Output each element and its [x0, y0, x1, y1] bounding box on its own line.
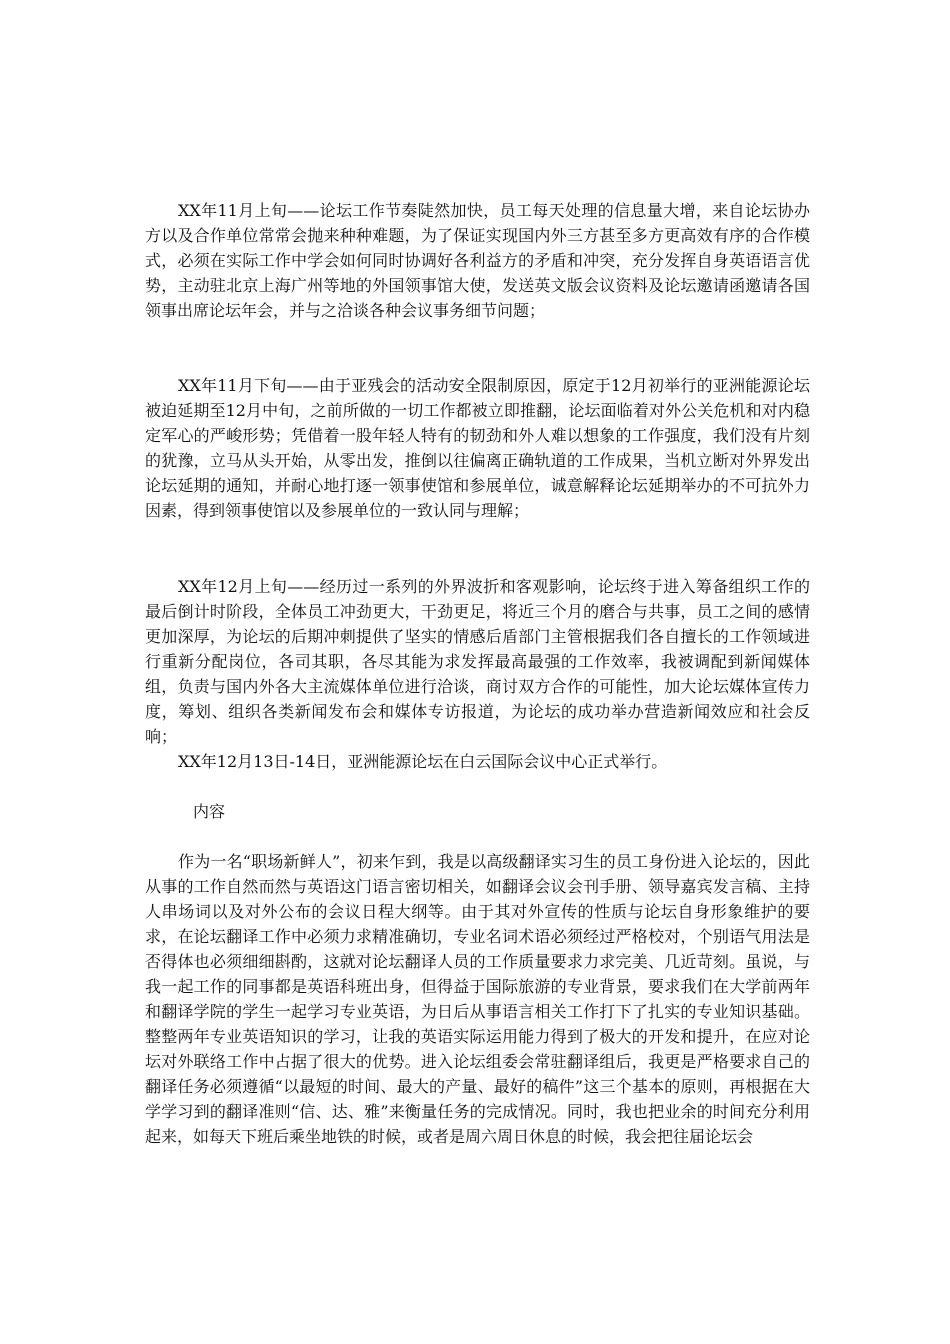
paragraph-december-early: XX年12月上旬——经历过一系列的外界波折和客观影响，论坛终于进入筹备组织工作的最后倒计时阶段，全体员工冲劲更大，干劲更足，将近三个月的磨合与共事，员工之间的感情更加深厚，为论坛的后期冲刺提供了坚实的情感后盾部门主管根据我们各自擅长的工作领域进行重新分配岗位，各司其职，各尽其能为求发挥最高最强的工作效率，我被调配到新闻媒体组，负责与国内外各大主流媒体单位进行洽谈，商讨双方合作的可能性，加大论坛媒体宣传力度，筹划、组织各类新闻发布会和媒体专访报道，为论坛的成功举办营造新闻效应和社会反响； [145, 577, 810, 746]
paragraph-forum-dates: XX年12月13日-14日，亚洲能源论坛在白云国际会议中心正式举行。 [178, 752, 668, 771]
section-heading: 内容 [193, 802, 226, 821]
paragraph-november-late: XX年11月下旬——由于亚残会的活动安全限制原因，原定于12月初举行的亚洲能源论坛被迫延期至12月中旬，之前所做的一切工作都被立即推翻，论坛面临着对外公关危机和对内稳定军心的严峻形势；凭借着一股年轻人特有的韧劲和外人难以想象的工作强度，我们没有片刻的犹豫，立马从头开始，从零出发，推倒以往偏离正确轨道的工作成果，当机立断对外界发出论坛延期的通知，并耐心地打逐一领事使馆和参展单位，诚意解释论坛延期举办的不可抗外力因素，得到领事使馆以及参展单位的一致认同与理解； [145, 376, 810, 520]
paragraph-november-early: XX年11月上旬——论坛工作节奏陡然加快，员工每天处理的信息量大增，来自论坛协办方以及合作单位常常会抛来种种难题，为了保证实现国内外三方甚至多方更高效有序的合作模式，必须在实际工作中学会如何同时协调好各利益方的矛盾和冲突，充分发挥自身英语语言优势，主动驻北京上海广州等地的外国领事馆大使，发送英文版会议资料及论坛邀请函邀请各国领事出席论坛年会，并与之洽谈各种会议事务细节问题； [145, 201, 810, 320]
paragraph-content: 作为一名“职场新鲜人”，初来乍到，我是以高级翻译实习生的员工身份进入论坛的，因此从事的工作自然而然与英语这门语言密切相关，如翻译会议会刊手册、领导嘉宾发言稿、主持人串场词以及对外公布的会议日程大纲等。由于其对外宣传的性质与论坛自身形象维护的要求，在论坛翻译工作中必须力求精准确切，专业名词术语必须经过严格校对，个别语气用法是否得体也必须细细斟酌，这就对论坛翻译人员的工作质量要求力求完美、几近苛刻。虽说，与我一起工作的同事都是英语科班出身，但得益于国际旅游的专业背景，要求我们在大学前两年和翻译学院的学生一起学习专业英语，为日后从事语言相关工作打下了扎实的专业知识基础。整整两年专业英语知识的学习，让我的英语实际运用能力得到了极大的开发和提升，在应对论坛对外联络工作中占据了很大的优势。进入论坛组委会常驻翻译组后，我更是严格要求自己的翻译任务必须遵循“以最短的时间、最大的产量、最好的稿件”这三个基本的原则，再根据在大学学习到的翻译准则“信、达、雅”来衡量任务的完成情况。同时，我也把业余的时间充分利用起来，如每天下班后乘坐地铁的时候，或者是周六周日休息的时候，我会把往届论坛会 [145, 852, 810, 1146]
